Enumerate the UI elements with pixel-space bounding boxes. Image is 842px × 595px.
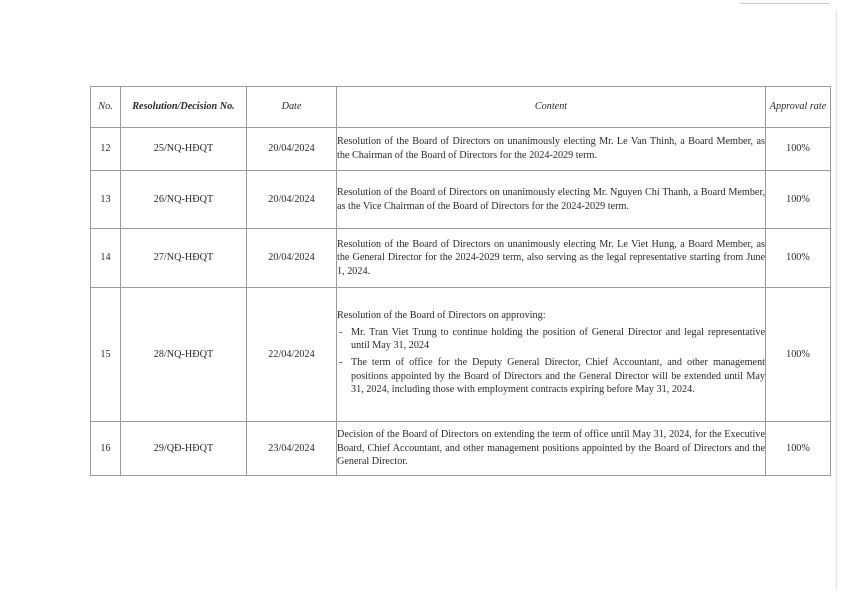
row-approval-rate: 100% [766, 422, 831, 476]
table-header-row [91, 87, 831, 128]
row-no: 15 [91, 288, 121, 422]
row-no: 13 [91, 171, 121, 229]
row-date: 20/04/2024 [247, 128, 337, 171]
row-content-intro: Resolution of the Board of Directors on approving: [337, 310, 546, 322]
table-row [91, 288, 831, 422]
row-approval-rate: 100% [766, 171, 831, 229]
row-resolution-no: 26/NQ-HĐQT [121, 171, 247, 229]
row-approval-rate: 100% [766, 229, 831, 288]
content-bullet: - Mr. Tran Viet Trung to continue holding the position of General Director and legal representative until May 31, 2024 [337, 326, 765, 353]
row-no: 14 [91, 229, 121, 288]
content-bullet-list [337, 326, 765, 397]
row-date: 20/04/2024 [247, 171, 337, 229]
header-approval-rate: Approval rate [766, 87, 831, 128]
table-row [91, 229, 831, 288]
page-edge-line [836, 10, 837, 590]
header-no: No. [91, 87, 121, 128]
content-bullet: - The term of office for the Deputy General Director, Chief Accountant, and other management positions appointed by the Board of Directors and the General Director will be extended until May 31, 2024, including those with employment contracts expiring before May 31, 2024. [337, 356, 765, 397]
row-date: 22/04/2024 [247, 288, 337, 422]
row-approval-rate: 100% [766, 288, 831, 422]
row-content: Resolution of the Board of Directors on unanimously electing Mr. Le Viet Hung, a Board Member, as the General Director for the 2024-2029 term, also serving as the legal representative starting from June 1, 2024. [337, 229, 766, 288]
row-resolution-no: 29/QĐ-HĐQT [121, 422, 247, 476]
row-date: 20/04/2024 [247, 229, 337, 288]
row-resolution-no: 25/NQ-HĐQT [121, 128, 247, 171]
row-resolution-no: 27/NQ-HĐQT [121, 229, 247, 288]
table-row [91, 422, 831, 476]
page-edge-line [740, 3, 830, 4]
row-no: 12 [91, 128, 121, 171]
header-resolution-no: Resolution/Decision No. [121, 87, 247, 128]
table-row [91, 171, 831, 229]
row-content [337, 288, 766, 422]
row-content: Resolution of the Board of Directors on unanimously electing Mr. Le Van Thinh, a Board Member, as the Chairman of the Board of Directors for the 2024-2029 term. [337, 128, 766, 171]
header-date: Date [247, 87, 337, 128]
resolutions-table [90, 86, 831, 476]
table-row [91, 128, 831, 171]
row-content: Resolution of the Board of Directors on unanimously electing Mr. Nguyen Chi Thanh, a Board Member, as the Vice Chairman of the Board of Directors for the 2024-2029 term. [337, 171, 766, 229]
row-resolution-no: 28/NQ-HĐQT [121, 288, 247, 422]
row-content: Decision of the Board of Directors on extending the term of office until May 31, 2024, for the Executive Board, Chief Accountant, and other management positions appointed by the Board of Directors and the General Director. [337, 422, 766, 476]
row-approval-rate: 100% [766, 128, 831, 171]
header-content: Content [337, 87, 766, 128]
row-date: 23/04/2024 [247, 422, 337, 476]
row-no: 16 [91, 422, 121, 476]
